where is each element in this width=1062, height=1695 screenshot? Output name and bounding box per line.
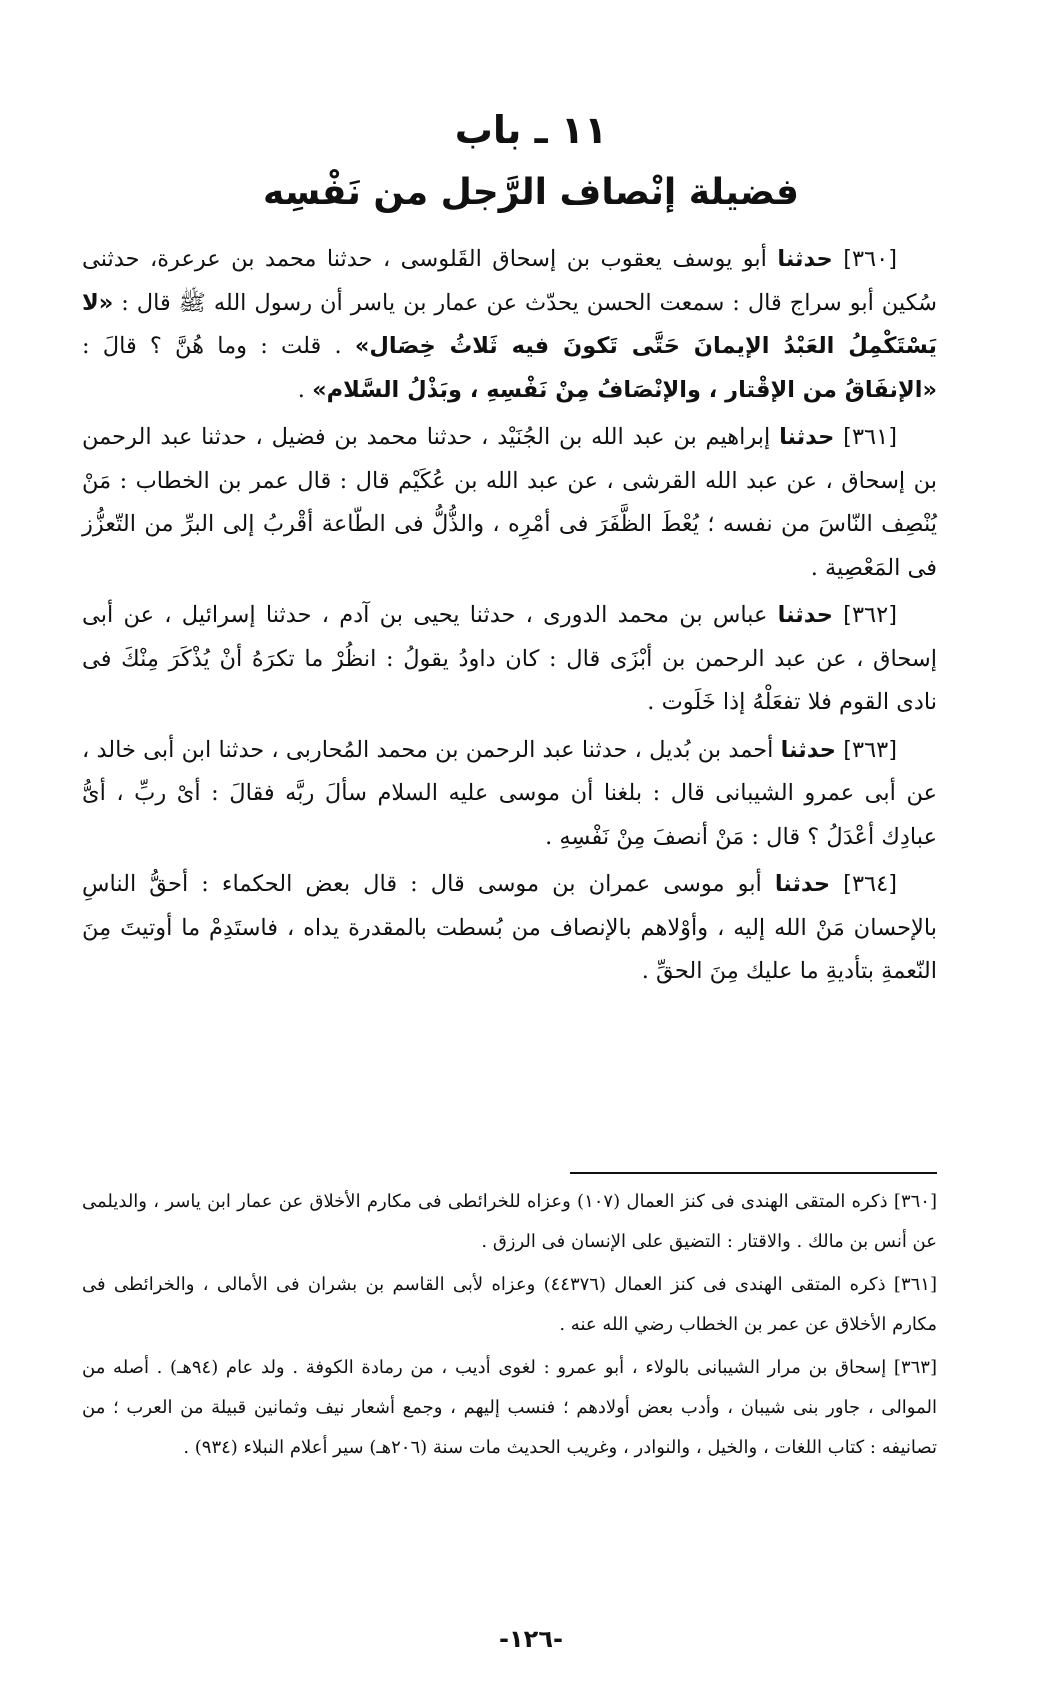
paragraph-text: أبو يوسف يعقوب بن إسحاق القَلوسى ، حدثنا محمد بن عرعرة، حدثنى سُكين أبو سراج قال : سمعت الحسن يحدّث عن عمار بن ياسر أن رسول الله ﷺ قال : [82, 246, 937, 316]
paragraph-lead: حدثنا [774, 871, 831, 897]
paragraph-number: [٣٦٠] [843, 246, 898, 272]
paragraph-lead: حدثنا [780, 736, 836, 763]
footnote-text: ذكره المتقى الهندى فى كنز العمال (١٠٧) وعزاه للخرائطى فى مكارم الأخلاق عن عمار ابن ياسر ، والديلمى عن أنس بن مالك . والاقتار : التضيق على الإنسان فى الرزق . [82, 1191, 937, 1252]
chapter-title: فضيلة إنْصاف الرَّجل من نَفْسِه [263, 172, 799, 213]
paragraph-361 [82, 416, 937, 590]
paragraph-lead: حدثنا [777, 602, 833, 628]
paragraph-362 [82, 594, 937, 725]
paragraph-lead: حدثنا [777, 246, 833, 272]
hadith-quote: «لا يَسْتَكْمِلُ العَبْدُ الإيمانَ حَتَّى تَكونَ فيه ثَلاثُ خِصَال» [82, 289, 938, 359]
paragraph-tail: . [297, 376, 305, 403]
paragraph-text: أحمد بن بُديل ، حدثنا عبد الرحمن بن محمد المُحاربى ، حدثنا ابن أبى خالد ، عن أبى عمرو الشيبانى قال : بلغنا أن موسى عليه السلام سألَ ربَّه فقالَ : أىْ ربِّ ، أىُّ عبادِك أعْدَلُ ؟ قال : مَنْ أنصفَ مِنْ نَفْسِهِ . [82, 736, 937, 850]
main-text [82, 238, 937, 998]
paragraph-number: [٣٦١] [843, 424, 897, 450]
footnote-363 [82, 1348, 937, 1468]
footnote-360 [82, 1182, 937, 1262]
paragraph-text: إبراهيم بن عبد الله بن الجُنَيْد ، حدثنا محمد بن فضيل ، حدثنا عبد الرحمن بن إسحاق ، عن عبد الله القرشى ، عن عبد الله بن عُكَيْم قال : قال عمر بن الخطاب : مَنْ يُنْصِف النّاسَ من نفسه ؛ يُعْطَ الظَّفَرَ فى أمْرِه ، والذُّلُّ فى الطّاعة أقْربُ إلى البرِّ من التّعزُّز فى المَعْصِية . [82, 424, 937, 581]
footnote-ref: [٣٦١] [893, 1274, 937, 1295]
paragraph-text: . قلت : وما هُنَّ ؟ قالَ : [82, 333, 342, 359]
footnote-text: ذكره المتقى الهندى فى كنز العمال (٤٤٣٧٦) وعزاه لأبى القاسم بن بشران فى الأمالى ، والخرائطى فى مكارم الأخلاق عن عمر بن الخطاب رضي الله عنه . [82, 1274, 937, 1335]
paragraph-text: أبو موسى عمران بن موسى قال : قال بعض الحكماء : أحقُّ الناسِ بالإحسان مَنْ الله إليه ، وأوْلاهم بالإنصاف من بُسطت بالمقدرة يداه ، فاستَدِمْ ما أوتيتَ مِنَ النّعمةِ بتأديةِ ما عليك مِنَ الحقِّ . [82, 871, 937, 984]
paragraph-text: عباس بن محمد الدورى ، حدثنا يحيى بن آدم ، حدثنا إسرائيل ، عن أبى إسحاق ، عن عبد الرحمن بن أبْزَى قال : كان داودُ يقولُ : انظُرْ ما تكرَهُ أنْ يُذْكَرَ مِنْكَ فى نادى القوم فلا تفعَلْهُ إذا خَلَوت . [82, 602, 937, 715]
footnote-361 [82, 1265, 937, 1345]
footnote-ref: [٣٦٠] [893, 1191, 937, 1212]
page-number: -١٢٦- [499, 1625, 563, 1653]
paragraph-363 [82, 729, 937, 860]
paragraph-360 [82, 238, 937, 412]
paragraph-364 [82, 863, 937, 994]
footnote-text: إسحاق بن مرار الشيبانى بالولاء ، أبو عمرو : لغوى أديب ، من رمادة الكوفة . ولد عام (٩٤هـ) . أصله من الموالى ، جاور بنى شيبان ، وأدب بعض أولادهم ؛ فنسب إليهم ، وجمع أشعار نيف وثمانين قبيلة من العرب ؛ من تصانيفه : كتاب اللغات ، والخيل ، والنوادر ، وغريب الحديث مات سنة (٢٠٦هـ) سير أعلام النبلاء (٩٣٤) . [82, 1357, 937, 1458]
footnote-ref: [٣٦٣] [893, 1357, 937, 1378]
paragraph-number: [٣٦٣] [843, 736, 898, 763]
paragraph-lead: حدثنا [779, 424, 835, 450]
footnote-divider [570, 1172, 937, 1174]
paragraph-number: [٣٦٢] [843, 602, 897, 628]
chapter-number: ١١ ـ باب [454, 108, 608, 152]
hadith-quote: «الإنفَاقُ من الإقْتار ، والإنْصَافُ مِنْ نَفْسِهِ ، وبَذْلُ السَّلام» [312, 376, 937, 403]
paragraph-number: [٣٦٤] [843, 871, 897, 897]
footnotes [82, 1182, 937, 1471]
